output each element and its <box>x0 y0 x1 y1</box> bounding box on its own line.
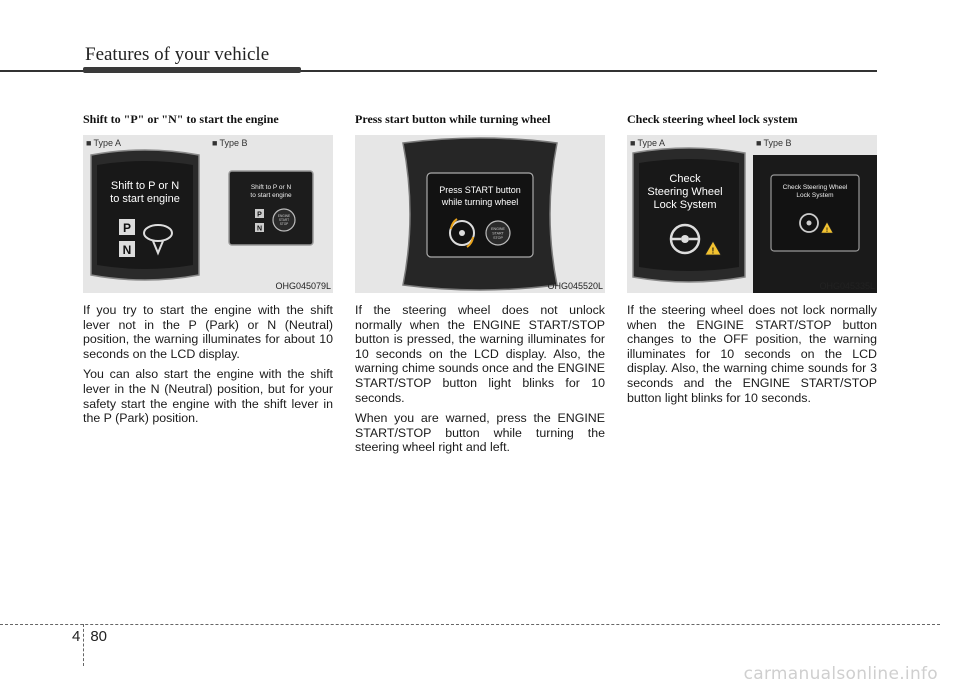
display-line2: to start engine <box>110 193 180 205</box>
svg-text:ENGINE: ENGINE <box>277 214 291 218</box>
figure-check-steering <box>627 135 877 293</box>
paragraph: You can also start the engine with the shift lever in the N (Neutral) position, but for your safety start the engine with the shift lever in the P (Park) position. <box>83 367 333 426</box>
paragraph: When you are warned, press the ENGINE START/STOP button while turning the steering wheel right and left. <box>355 411 605 455</box>
section-heading: Press start button while turning wheel <box>355 112 551 126</box>
display-line1: Check <box>669 173 701 185</box>
page-number <box>72 628 107 645</box>
section-body <box>83 303 333 426</box>
paragraph: If the steering wheel does not unlock normally when the ENGINE START/STOP button is pressed, the warning illuminates for 10 seconds on the LCD display. Also, the warning chime sounds once and the ENGINE START/STOP button light blinks for 10 seconds. <box>355 303 605 405</box>
display-line1: Shift to P or N <box>110 180 180 192</box>
gear-n-label: N <box>122 243 132 257</box>
display-line2: to start engine <box>250 192 292 199</box>
svg-text:N: N <box>256 225 263 233</box>
svg-text:START: START <box>492 231 504 236</box>
display-line2: while turning wheel <box>441 197 519 207</box>
display-line1: Shift to P or N <box>250 184 292 191</box>
bullet-square-icon: ■ <box>212 138 218 148</box>
display-line1: Press START button <box>439 185 521 195</box>
gear-p-label: P <box>122 221 132 235</box>
watermark: carmanualsonline.info <box>743 664 938 684</box>
svg-text:ENGINE: ENGINE <box>491 227 505 231</box>
display-line3: Lock System <box>653 199 717 211</box>
figure-press-start <box>355 135 605 293</box>
svg-text:P: P <box>257 211 262 219</box>
header-title: Features of your vehicle <box>85 44 270 65</box>
section-heading: Shift to "P" or "N" to start the engine <box>83 112 279 126</box>
bullet-square-icon: ■ <box>630 138 636 148</box>
display-line2: Lock System <box>796 192 834 199</box>
engine-start-stop-button-icon <box>486 221 510 245</box>
type-a-label: ■ Type A <box>86 138 121 148</box>
header-tab-bar <box>83 67 301 73</box>
section-body <box>355 303 605 455</box>
type-a-label: ■ Type A <box>630 138 665 148</box>
page-number-value: 80 <box>90 628 108 645</box>
paragraph: If the steering wheel does not lock normally when the ENGINE START/STOP button changes to the OFF position, the warning illuminates for 10 seconds on the LCD display. Also, the warning chime sounds for 3 seconds and the ENGINE START/STOP button light blinks for 10 seconds. <box>627 303 877 405</box>
svg-text:!: ! <box>711 246 715 256</box>
section-check-steering-lock <box>627 112 877 411</box>
bullet-square-icon: ■ <box>86 138 92 148</box>
figure-shift-warning <box>83 135 333 293</box>
section-shift-to-start <box>83 112 333 432</box>
display-line2: Steering Wheel <box>647 186 723 198</box>
section-heading: Check steering wheel lock system <box>627 112 798 126</box>
section-press-start-turning-wheel <box>355 112 605 461</box>
figure-code: OHG045335L <box>819 281 875 291</box>
type-b-label: ■ Type B <box>756 138 792 148</box>
paragraph: If you try to start the engine with the shift lever not in the P (Park) or N (Neutral) position, the warning illuminates for about 10 seconds on the LCD display. <box>83 303 333 361</box>
chapter-number: 4 <box>72 628 81 645</box>
section-body <box>627 303 877 405</box>
svg-text:!: ! <box>826 228 828 234</box>
cluster-display-type-a <box>627 135 751 293</box>
bullet-square-icon: ■ <box>756 138 762 148</box>
figure-code: OHG045079L <box>275 281 331 291</box>
cluster-display <box>355 135 605 293</box>
type-b-label: ■ Type B <box>212 138 248 148</box>
svg-text:STOP: STOP <box>279 222 289 226</box>
svg-text:START: START <box>278 218 290 222</box>
footer-rule <box>0 624 940 625</box>
svg-text:STOP: STOP <box>493 236 503 240</box>
cluster-display-type-b <box>209 135 333 293</box>
cluster-display-type-a <box>83 135 207 293</box>
engine-start-stop-button-icon <box>273 209 295 231</box>
cluster-display-type-b <box>753 135 877 293</box>
figure-code: OHG045520L <box>547 281 603 291</box>
display-line1: Check Steering Wheel <box>782 184 848 191</box>
